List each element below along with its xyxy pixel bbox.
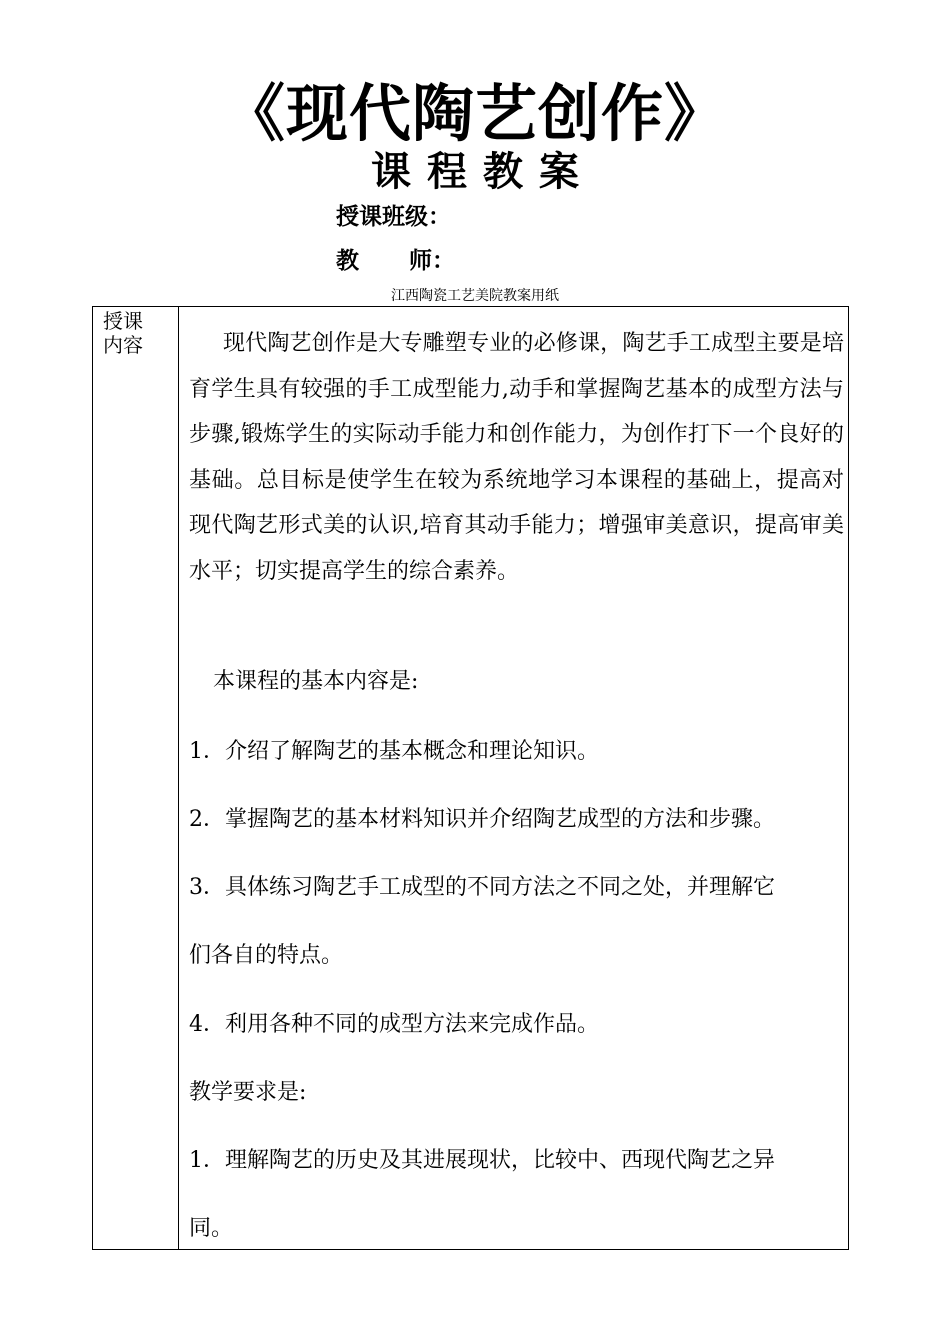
document-title: 《现代陶艺创作》 — [222, 77, 727, 150]
class-field-label: 授课班级： — [336, 204, 451, 230]
lesson-table — [92, 306, 849, 1250]
content-column — [179, 307, 848, 1249]
requirement-1-line-2: 同。 — [189, 1216, 234, 1241]
label-column — [93, 307, 179, 1249]
content-item-4: 4．利用各种不同的成型方法来完成作品。 — [189, 1012, 599, 1037]
content-item-3-line-2: 们各自的特点。 — [189, 943, 344, 968]
content-heading: 本课程的基本内容是: — [213, 669, 419, 694]
teacher-field-label — [336, 246, 455, 276]
content-item-2: 2．掌握陶艺的基本材料知识并介绍陶艺成型的方法和步骤。 — [189, 807, 775, 832]
requirements-heading: 教学要求是: — [189, 1080, 307, 1105]
letterhead: 江西陶瓷工艺美院教案用纸 — [391, 288, 559, 304]
content-item-3-line-1: 3．具体练习陶艺手工成型的不同方法之不同之处，并理解它 — [189, 875, 775, 900]
requirement-1-line-1: 1．理解陶艺的历史及其进展现状，比较中、西现代陶艺之异 — [189, 1148, 775, 1173]
document-subtitle: 课程教案 — [371, 149, 595, 195]
course-intro-paragraph: 现代陶艺创作是大专雕塑专业的必修课，陶艺手工成型主要是培育学生具有较强的手工成型能力,动手和掌握陶艺基本的成型方法与步骤,锻炼学生的实际动手能力和创作能力，为创作打下一个良好的基础。总目标是使学生在较为系统地学习本课程的基础上，提高对现代陶艺形式美的认识,培育其动手能力；增强审美意识，提高审美水平；切实提高学生的综合素养。 — [189, 331, 844, 584]
lesson-content-label: 授课内容 — [103, 309, 143, 357]
teacher-label-part-1: 教 — [336, 248, 359, 274]
teacher-label-part-2: 师： — [409, 248, 455, 274]
content-item-1: 1．介绍了解陶艺的基本概念和理论知识。 — [189, 739, 599, 764]
